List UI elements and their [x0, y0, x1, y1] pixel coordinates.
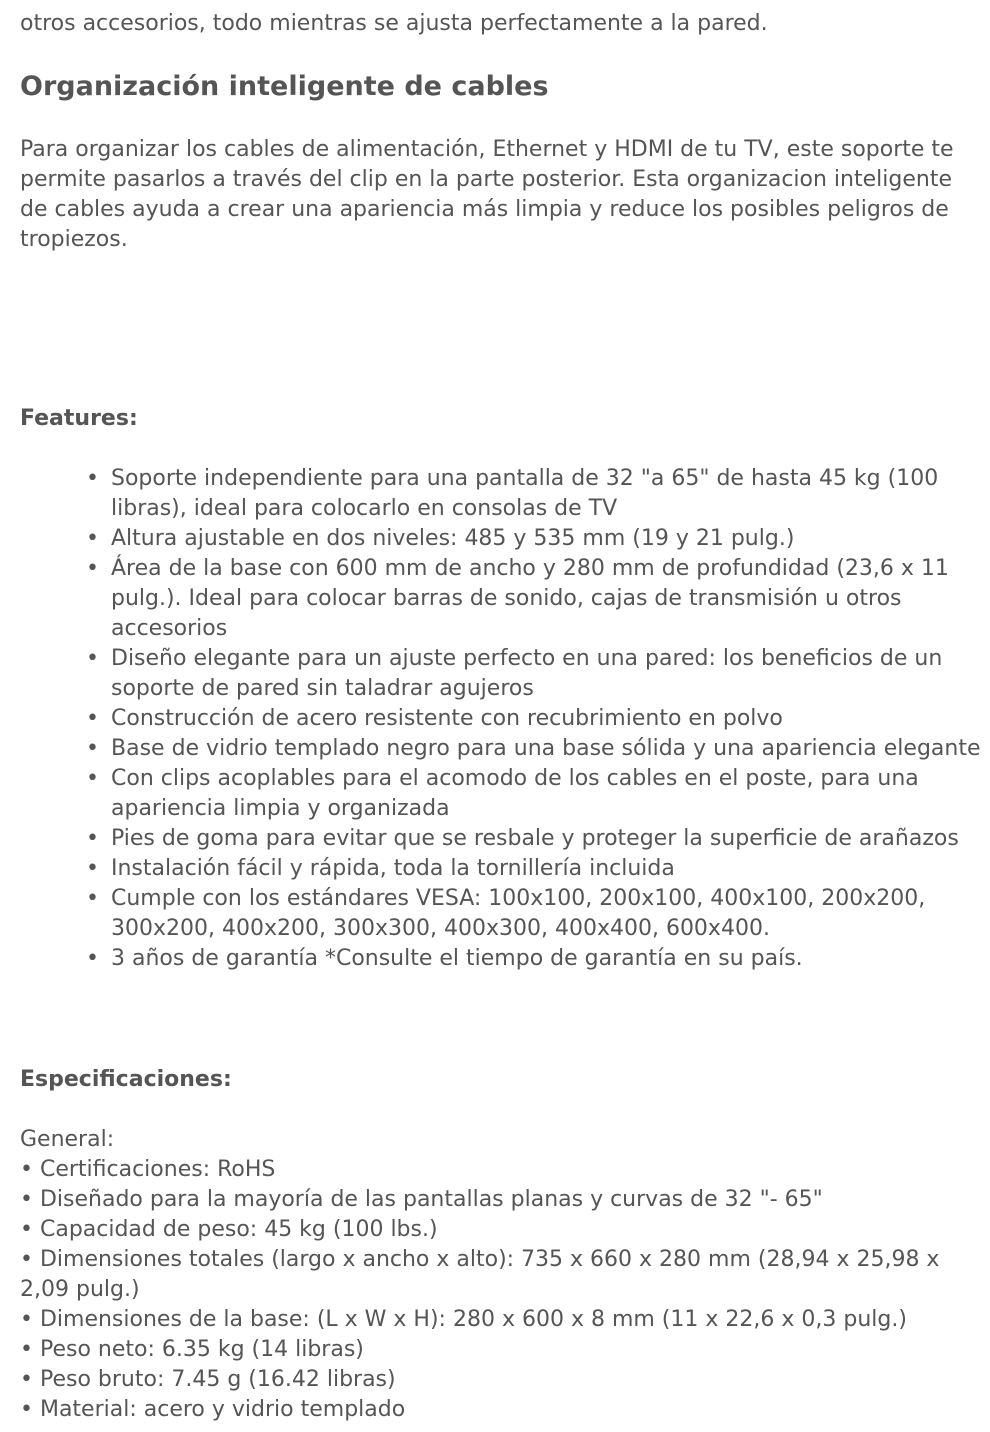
cable-management-heading: Organización inteligente de cables: [20, 71, 549, 102]
spec-item: • Certificaciones: RoHS: [20, 1157, 276, 1182]
bullet-icon: •: [86, 766, 99, 791]
feature-text: Base de vidrio templado negro para una base sólida y una apariencia elegante: [111, 736, 981, 761]
bullet-icon: •: [86, 646, 99, 671]
feature-item: [20, 644, 990, 704]
intro-tail-text: otros accesorios, todo mientras se ajusta perfectamente a la pared.: [20, 11, 768, 36]
bullet-icon: •: [86, 856, 99, 881]
spec-item: • Peso neto: 6.35 kg (14 libras): [20, 1337, 364, 1362]
specifications-block: [20, 1125, 985, 1425]
feature-item: [20, 854, 990, 884]
feature-text: 3 años de garantía *Consulte el tiempo de garantía en su país.: [111, 946, 803, 971]
spec-item: • Capacidad de peso: 45 kg (100 lbs.): [20, 1217, 438, 1242]
spec-item: • Dimensiones de la base: (L x W x H): 280 x 600 x 8 mm (11 x 22,6 x 0,3 pulg.): [20, 1307, 907, 1332]
feature-text: Área de la base con 600 mm de ancho y 280 mm de profundidad (23,6 x 11 pulg.). Ideal para colocar barras de sonido, cajas de transmisión u otros accesorios: [111, 556, 949, 641]
feature-text: Con clips acoplables para el acomodo de los cables en el poste, para una apariencia limpia y organizada: [111, 766, 919, 821]
feature-text: Instalación fácil y rápida, toda la tornillería incluida: [111, 856, 675, 881]
feature-item: [20, 554, 990, 644]
bullet-icon: •: [86, 706, 99, 731]
bullet-icon: •: [86, 826, 99, 851]
feature-item: [20, 824, 990, 854]
bullet-icon: •: [86, 466, 99, 491]
feature-item: [20, 464, 990, 524]
feature-item: [20, 524, 990, 554]
features-list: [20, 464, 990, 974]
feature-item: [20, 764, 990, 824]
spec-item: • Peso bruto: 7.45 g (16.42 libras): [20, 1367, 396, 1392]
bullet-icon: •: [86, 736, 99, 761]
bullet-icon: •: [86, 526, 99, 551]
spec-item: • Dimensiones totales (largo x ancho x alto): 735 x 660 x 280 mm (28,94 x 25,98 x 2,09 pulg.): [20, 1247, 940, 1302]
feature-text: Diseño elegante para un ajuste perfecto en una pared: los beneficios de un soporte de pared sin taladrar agujeros: [111, 646, 943, 701]
feature-text: Soporte independiente para una pantalla de 32 "a 65" de hasta 45 kg (100 libras), ideal para colocarlo en consolas de TV: [111, 466, 939, 521]
feature-text: Altura ajustable en dos niveles: 485 y 535 mm (19 y 21 pulg.): [111, 526, 795, 551]
bullet-icon: •: [86, 556, 99, 581]
feature-text: Pies de goma para evitar que se resbale y proteger la superficie de arañazos: [111, 826, 959, 851]
feature-text: Cumple con los estándares VESA: 100x100, 200x100, 400x100, 200x200, 300x200, 400x200, 300x300, 400x300, 400x400, 600x400.: [111, 886, 926, 941]
feature-item: [20, 704, 990, 734]
feature-item: [20, 944, 990, 974]
specifications-heading: Especificaciones:: [20, 1067, 232, 1092]
specs-general-label: General:: [20, 1127, 115, 1152]
spec-item: • Material: acero y vidrio templado: [20, 1397, 406, 1422]
feature-text: Construcción de acero resistente con recubrimiento en polvo: [111, 706, 783, 731]
bullet-icon: •: [86, 886, 99, 911]
features-heading: Features:: [20, 406, 138, 431]
spec-item: • Diseñado para la mayoría de las pantallas planas y curvas de 32 "- 65": [20, 1187, 823, 1212]
feature-item: [20, 884, 990, 944]
bullet-icon: •: [86, 946, 99, 971]
cable-management-paragraph: Para organizar los cables de alimentación, Ethernet y HDMI de tu TV, este soporte te permite pasarlos a través del clip en la parte posterior. Esta organizacion inteligente de cables ayuda a crear una apariencia más limpia y reduce los posibles peligros de tropiezos.: [20, 137, 954, 252]
feature-item: [20, 734, 990, 764]
